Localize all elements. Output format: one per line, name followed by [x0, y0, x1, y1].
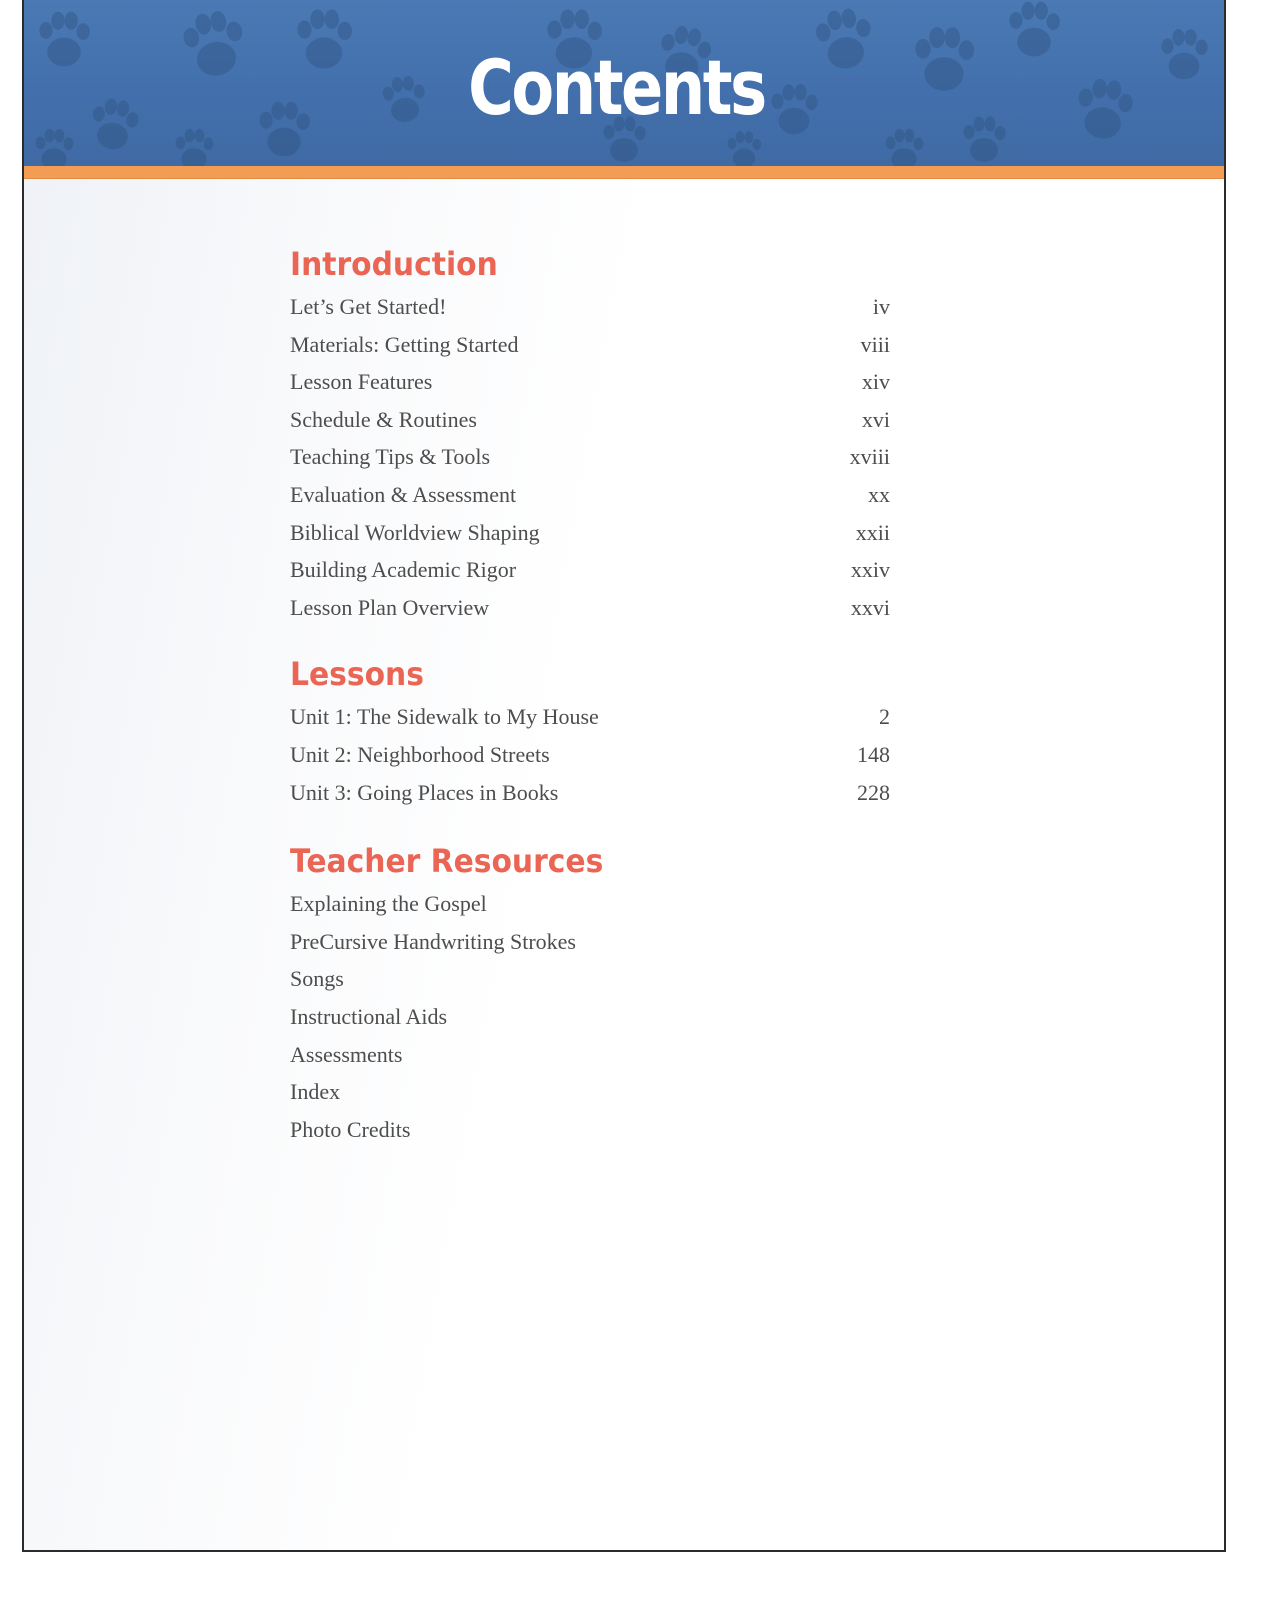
- toc-entry[interactable]: [290, 885, 890, 923]
- toc-entry-label: Biblical Worldview Shaping: [290, 519, 540, 545]
- toc-entry-page: iv: [872, 294, 890, 319]
- toc-entry-label: Let’s Get Started!: [290, 294, 447, 319]
- toc-entry[interactable]: [290, 998, 890, 1036]
- toc-entry-label: Instructional Aids: [290, 1003, 448, 1029]
- toc-entry-label: Index: [290, 1079, 341, 1105]
- table-of-contents: [290, 245, 890, 1148]
- toc-entry-label: Unit 1: The Sidewalk to My House: [290, 704, 599, 730]
- toc-entry[interactable]: [290, 1036, 890, 1074]
- toc-entry[interactable]: [290, 960, 890, 998]
- toc-entry[interactable]: [290, 401, 890, 439]
- section-title-teacher-resources: Teacher Resources: [290, 842, 604, 881]
- page-title: Contents: [468, 43, 765, 132]
- toc-entry-page: 148: [857, 741, 890, 767]
- toc-entry-label: Evaluation & Assessment: [290, 481, 517, 507]
- section-title-lessons: Lessons: [290, 655, 424, 694]
- toc-entry[interactable]: [290, 736, 890, 774]
- toc-entry-page: viii: [860, 331, 890, 357]
- toc-entry[interactable]: [290, 326, 890, 364]
- header-banner: [24, 0, 1224, 168]
- toc-entry[interactable]: [290, 1073, 890, 1111]
- toc-entry-label: Lesson Plan Overview: [290, 594, 490, 620]
- header-divider-stripe: [24, 166, 1224, 179]
- toc-entry-label: Unit 3: Going Places in Books: [290, 779, 559, 805]
- toc-entry-label: Building Academic Rigor: [290, 557, 517, 583]
- toc-entry[interactable]: [290, 698, 890, 736]
- section-title-introduction: Introduction: [290, 245, 498, 283]
- toc-entry-label: Lesson Features: [290, 369, 433, 395]
- contents-page: [22, 0, 1226, 1552]
- toc-entry[interactable]: [290, 288, 890, 326]
- toc-entry-page: xviii: [849, 444, 890, 470]
- toc-entry[interactable]: [290, 514, 890, 552]
- toc-entry-page: xxvi: [850, 594, 890, 620]
- toc-entry-label: Schedule & Routines: [290, 406, 477, 432]
- section-spacer: [290, 626, 890, 658]
- toc-entry-page: xxii: [855, 519, 890, 545]
- toc-entry-label: Unit 2: Neighborhood Streets: [290, 741, 550, 767]
- toc-entry[interactable]: [290, 589, 890, 627]
- toc-entry-label: Assessments: [290, 1041, 403, 1067]
- toc-entry-page: xx: [868, 481, 890, 507]
- toc-entry-label: Photo Credits: [290, 1116, 411, 1142]
- toc-entry[interactable]: [290, 476, 890, 514]
- toc-entry-label: PreCursive Handwriting Strokes: [290, 928, 576, 954]
- toc-entry-page: 228: [857, 779, 890, 805]
- toc-entry-label: Teaching Tips & Tools: [290, 444, 491, 470]
- toc-entry[interactable]: [290, 1111, 890, 1149]
- toc-entry-page: xiv: [861, 369, 890, 395]
- toc-entry-label: Songs: [290, 966, 344, 992]
- toc-entry[interactable]: [290, 438, 890, 476]
- section-spacer: [290, 811, 890, 845]
- toc-entry-page: xxiv: [850, 557, 890, 583]
- toc-entry-label: Materials: Getting Started: [290, 331, 519, 357]
- toc-entry[interactable]: [290, 774, 890, 812]
- toc-entry[interactable]: [290, 923, 890, 961]
- toc-entry-page: 2: [879, 704, 890, 730]
- toc-entry[interactable]: [290, 551, 890, 589]
- toc-entry-label: Explaining the Gospel: [290, 891, 487, 917]
- toc-entry[interactable]: [290, 363, 890, 401]
- toc-entry-page: xvi: [861, 406, 890, 432]
